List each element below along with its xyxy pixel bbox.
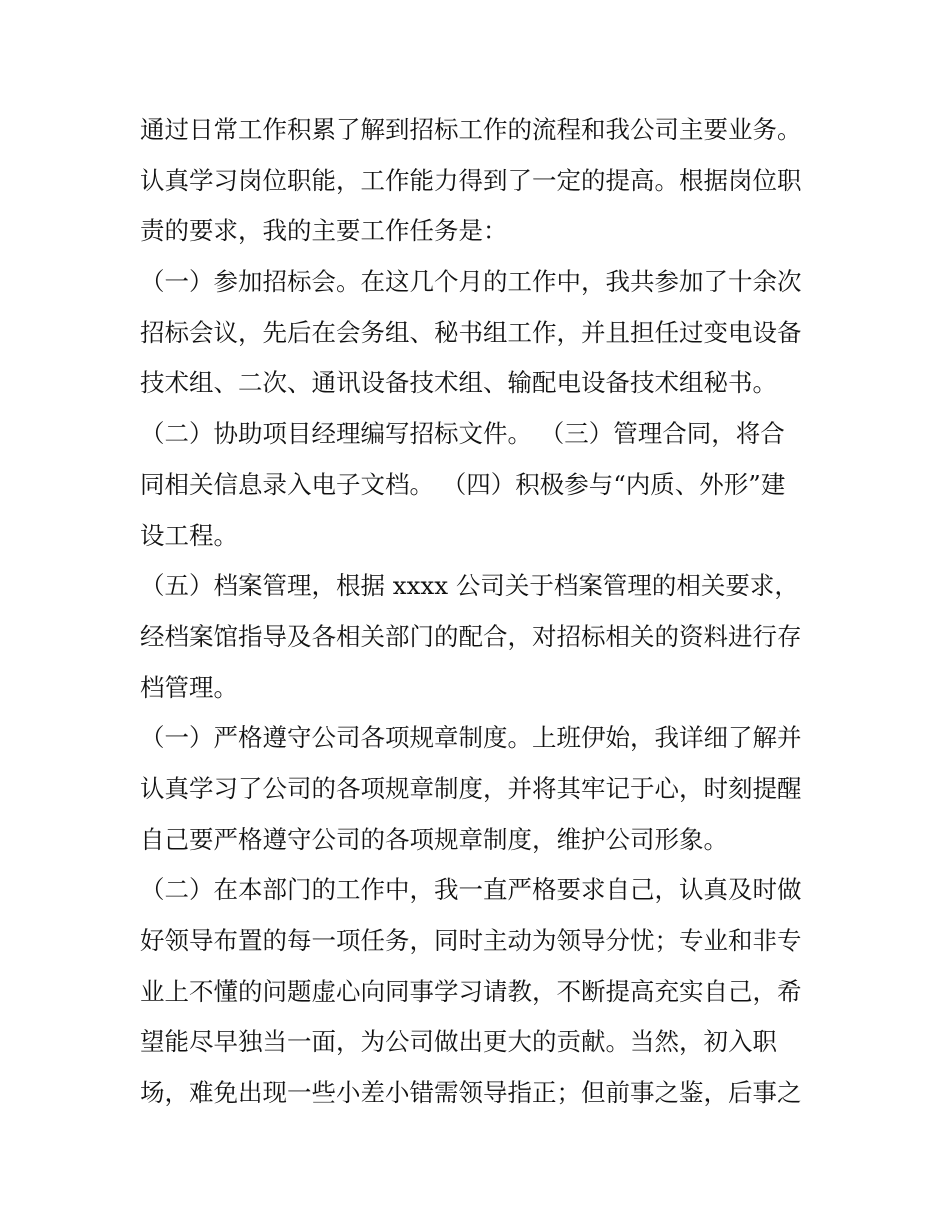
text-line: 认真学习了公司的各项规章制度，并将其牢记于心，时刻提醒	[140, 773, 802, 803]
text-line: 好领导布置的每一项任务，同时主动为领导分忧；专业和非专	[140, 926, 802, 955]
text-line: （一）参加招标会。在这几个月的工作中，我共参加了十余次	[140, 267, 802, 297]
text-line: （五）档案管理，根据 xxxx 公司关于档案管理的相关要求，	[140, 571, 799, 601]
text-line: 同相关信息录入电子文档。 （四）积极参与“内质、外形”建	[140, 469, 786, 499]
text-line: 经档案馆指导及各相关部门的配合，对招标相关的资料进行存	[140, 621, 802, 651]
text-line: 责的要求，我的主要工作任务是：	[140, 216, 508, 246]
text-line: 招标会议，先后在会务组、秘书组工作，并且担任过变电设备	[140, 317, 802, 347]
text-line: 技术组、二次、通讯设备技术组、输配电设备技术组秘书。	[140, 368, 777, 398]
text-line: （二）在本部门的工作中，我一直严格要求自己，认真及时做	[140, 875, 802, 905]
document-body	[140, 105, 820, 1119]
text-line: 自己要严格遵守公司的各项规章制度，维护公司形象。	[140, 824, 728, 854]
text-line: 望能尽早独当一面，为公司做出更大的贡献。当然，初入职	[140, 1027, 777, 1057]
text-line: 通过日常工作积累了解到招标工作的流程和我公司主要业务。	[140, 115, 802, 144]
text-line: 设工程。	[140, 520, 238, 550]
text-line: 档管理。	[140, 672, 238, 702]
text-line: 认真学习岗位职能，工作能力得到了一定的提高。根据岗位职	[140, 165, 802, 195]
text-line: （二）协助项目经理编写招标文件。 （三）管理合同，将合	[140, 419, 785, 449]
text-line: 业上不懂的问题虚心向同事学习请教，不断提高充实自己，希	[140, 976, 802, 1006]
text-line: （一）严格遵守公司各项规章制度。上班伊始，我详细了解并	[140, 723, 802, 753]
text-line: 场，难免出现一些小差小错需领导指正；但前事之鉴，后事之	[140, 1078, 802, 1108]
